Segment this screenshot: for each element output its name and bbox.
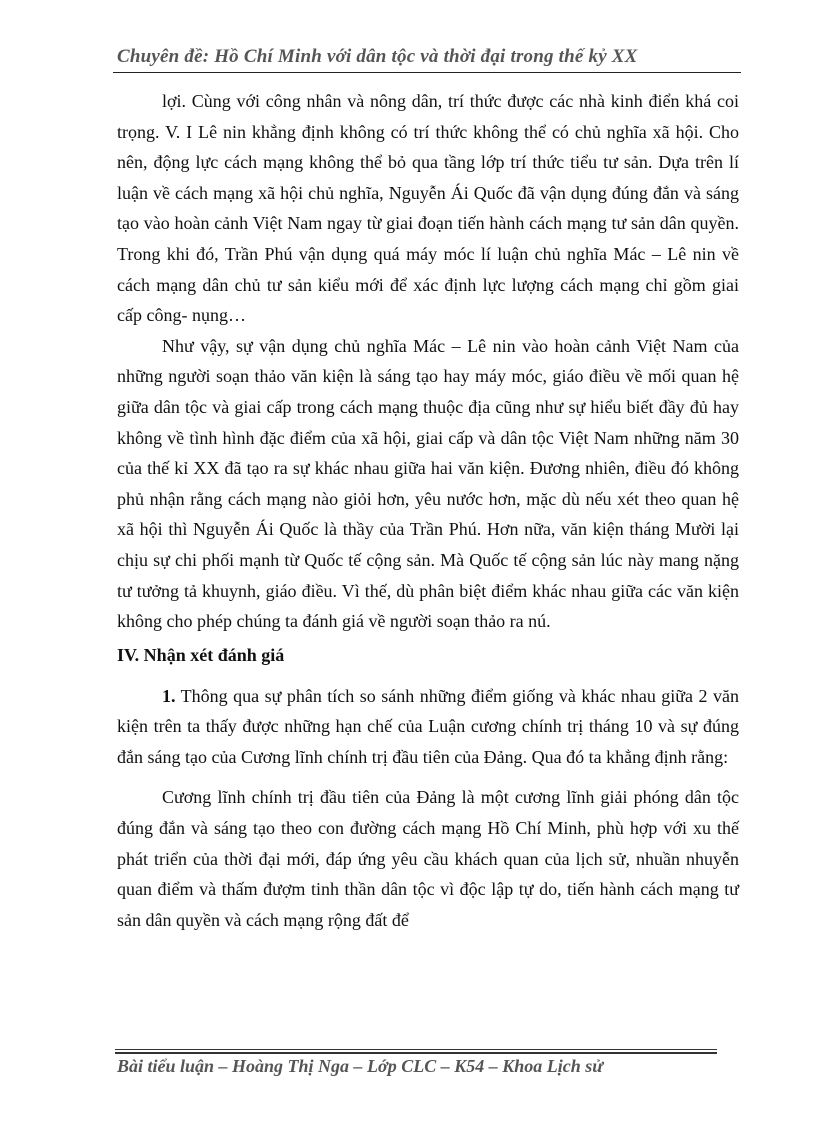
page-footer-text: Bài tiểu luận – Hoàng Thị Nga – Lớp CLC – K54 – Khoa Lịch sử	[117, 1056, 604, 1076]
page-header-title: Chuyên đề: Hồ Chí Minh với dân tộc và thời đại trong thế kỷ XX	[117, 46, 638, 67]
section-heading: IV. Nhận xét đánh giá	[117, 644, 285, 665]
paragraph-point-1	[117, 681, 739, 773]
paragraph-continued: lợi. Cùng với công nhân và nông dân, trí thức được các nhà kinh điển khá coi trọng. V. I Lê nin khẳng định không có trí thức không thể có chủ nghĩa xã hội. Cho nên, động lực cách mạng không thể bỏ qua tầng lớp trí thức tiểu tư sản. Dựa trên lí luận về cách mạng xã hội chủ nghĩa, Nguyễn Ái Quốc đã vận dụng đúng đắn và sáng tạo vào hoàn cảnh Việt Nam ngay từ giai đoạn tiến hành cách mạng tư sản dân quyền. Trong khi đó, Trần Phú vận dụng quá máy móc lí luận chủ nghĩa Mác – Lê nin về cách mạng dân chủ tư sản kiểu mới để xác định lực lượng cách mạng chỉ gồm giai cấp công- nụng…	[117, 91, 739, 326]
point-number: 1.	[162, 685, 176, 706]
footer-divider-thin	[115, 1049, 717, 1050]
header-divider	[113, 72, 741, 73]
point-1-text: Thông qua sự phân tích so sánh những điểm giống và khác nhau giữa 2 văn kiện trên ta thấy được những hạn chế của Luận cương chính trị tháng 10 và sự đúng đắn sáng tạo của Cương lĩnh chính trị đầu tiên của Đảng. Qua đó ta khẳng định rằng:	[117, 685, 739, 767]
footer-divider-thick	[115, 1052, 717, 1054]
paragraph-conclusion: Cương lĩnh chính trị đầu tiên của Đảng là một cương lĩnh giải phóng dân tộc đúng đắn và sáng tạo theo con đường cách mạng Hồ Chí Minh, phù hợp với xu thế phát triển của thời đại mới, đáp ứng yêu cầu khách quan của lịch sử, nhuần nhuyễn quan điểm và thấm đượm tinh thần dân tộc vì độc lập tự do, tiến hành cách mạng tư sản dân quyền và cách mạng rộng đất để	[117, 787, 739, 930]
paragraph-comparison: Như vậy, sự vận dụng chủ nghĩa Mác – Lê nin vào hoàn cảnh Việt Nam của những người soạn thảo văn kiện là sáng tạo hay máy móc, giáo điều về mối quan hệ giữa dân tộc và giai cấp trong cách mạng thuộc địa cũng như sự hiểu biết đầy đủ hay không về tình hình đặc điểm của xã hội, giai cấp và dân tộc Việt Nam những năm 30 của thế kỉ XX đã tạo ra sự khác nhau giữa hai văn kiện. Đương nhiên, điều đó không phủ nhận rằng cách mạng nào giỏi hơn, yêu nước hơn, mặc dù nếu xét theo quan hệ xã hội thì Nguyễn Ái Quốc là thầy của Trần Phú. Hơn nữa, văn kiện tháng Mười lại chịu sự chi phối mạnh từ Quốc tế cộng sản. Mà Quốc tế cộng sản lúc này mang nặng tư tưởng tả khuynh, giáo điều. Vì thế, dù phân biệt điểm khác nhau giữa các văn kiện không cho phép chúng ta đánh giá về người soạn thảo ra nú.	[117, 335, 739, 632]
document-body	[117, 86, 739, 935]
